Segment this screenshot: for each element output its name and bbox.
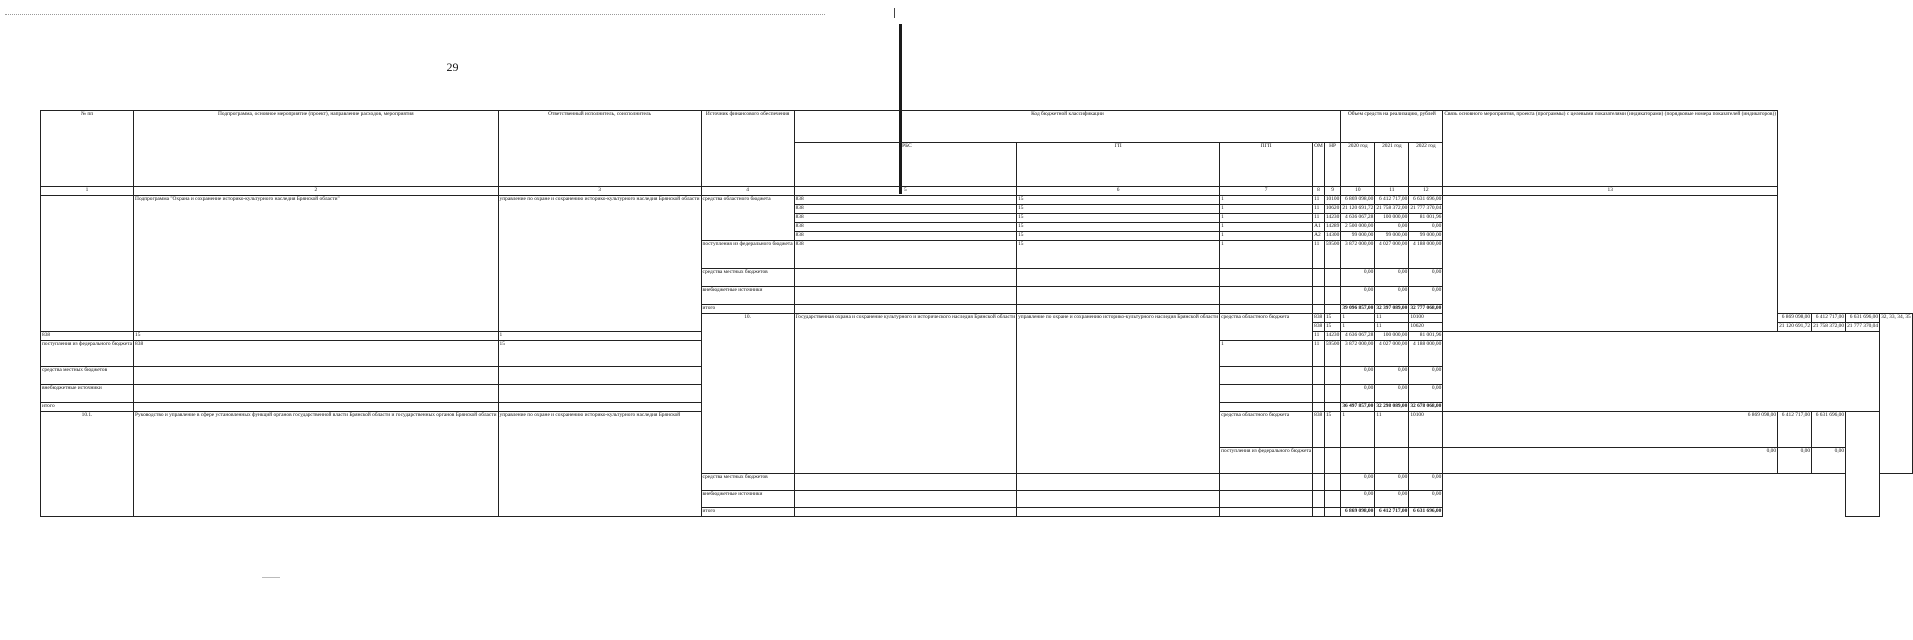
empty-cell xyxy=(794,269,1017,287)
grbs-cell: 838 xyxy=(794,223,1017,232)
amount-2021: 100 000,00 xyxy=(1375,332,1409,341)
pgp-cell: 1 xyxy=(1220,205,1313,214)
total-2020: 36 497 857,00 xyxy=(1341,403,1375,412)
amount-2022: 0,00 xyxy=(1409,223,1443,232)
gp-cell: 15 xyxy=(1017,241,1220,269)
amount-2021: 0,00 xyxy=(1778,448,1812,474)
header-volume-group: Объем средств на реализацию, рублей xyxy=(1341,111,1443,143)
scan-noise-line xyxy=(5,14,825,15)
om-cell: 11 xyxy=(1375,314,1409,323)
nr-cell: 10620 xyxy=(1409,323,1443,332)
amount-2022: 21 777 370,04 xyxy=(1409,205,1443,214)
amount-2021: 0,00 xyxy=(1375,385,1409,403)
row-number: 10.1. xyxy=(41,412,134,517)
amount-2022: 6 631 696,00 xyxy=(1409,196,1443,205)
amount-2021: 6 412 717,00 xyxy=(1778,412,1812,448)
gp-cell: 15 xyxy=(1324,323,1340,332)
total-2022: 32 678 068,00 xyxy=(1409,403,1443,412)
gp-cell: 15 xyxy=(1017,214,1220,223)
amount-2021: 0,00 xyxy=(1375,287,1409,305)
indicator-link-cell xyxy=(1846,412,1880,517)
amount-2020: 0,00 xyxy=(1341,287,1375,305)
colnum: 6 xyxy=(1017,187,1220,196)
grbs-cell: 838 xyxy=(794,205,1017,214)
empty-cell xyxy=(1324,448,1340,474)
amount-2020: 0,00 xyxy=(1341,491,1375,508)
empty-cell xyxy=(1324,508,1340,517)
amount-2020: 21 120 691,72 xyxy=(1778,323,1812,332)
empty-cell xyxy=(1313,403,1325,412)
indicator-link: 32, 33, 34, 35 xyxy=(1880,314,1913,474)
amount-2022: 0,00 xyxy=(1409,367,1443,385)
header-2022: 2022 год xyxy=(1409,143,1443,187)
budget-table xyxy=(40,110,1913,517)
amount-2021: 6 412 717,00 xyxy=(1812,314,1846,323)
nr-cell: 10100 xyxy=(1409,412,1443,448)
scan-footer-mark xyxy=(262,577,280,578)
source-regional-budget: средства областного бюджета xyxy=(1220,314,1313,341)
amount-2022: 0,00 xyxy=(1409,269,1443,287)
om-cell: 11 xyxy=(1375,323,1409,332)
gp-cell: 15 xyxy=(1324,314,1340,323)
source-local-budgets: средства местных бюджетов xyxy=(41,367,134,385)
empty-cell xyxy=(1313,305,1325,314)
amount-2020: 0,00 xyxy=(1341,385,1375,403)
grbs-cell: 838 xyxy=(794,241,1017,269)
nr-cell: 59500 xyxy=(1324,341,1340,367)
header-pgp: ПГП xyxy=(1220,143,1313,187)
amount-2021: 21 758 372,00 xyxy=(1812,323,1846,332)
table-row xyxy=(41,196,1913,205)
om-cell: 11 xyxy=(1313,196,1325,205)
header-source: Источник финансового обеспечения xyxy=(701,111,794,187)
empty-cell xyxy=(1324,305,1340,314)
responsible-executor: управление по охране и сохранению историко-культурного наследия Брянской xyxy=(498,412,701,517)
total-2022: 32 777 068,00 xyxy=(1409,305,1443,314)
om-cell: 11 xyxy=(1375,412,1409,448)
header-om: ОМ xyxy=(1313,143,1325,187)
empty-cell xyxy=(1324,385,1340,403)
program-name: Государственная охрана и сохранение культурного и исторического наследия Брянской области xyxy=(794,314,1017,474)
responsible-executor: управление по охране и сохранению историко-культурного наследия Брянской области xyxy=(1017,314,1220,474)
pgp-cell: 1 xyxy=(1220,214,1313,223)
empty-cell xyxy=(1375,448,1409,474)
amount-2021: 0,00 xyxy=(1375,367,1409,385)
header-num: № пп xyxy=(41,111,134,187)
empty-cell xyxy=(1313,474,1325,491)
empty-cell xyxy=(498,367,701,385)
grbs-cell: 838 xyxy=(1313,314,1325,323)
amount-2021: 0,00 xyxy=(1375,474,1409,491)
colnum: 12 xyxy=(1409,187,1443,196)
gp-cell: 15 xyxy=(1017,196,1220,205)
source-extrabudgetary: внебюджетные источники xyxy=(701,287,794,305)
colnum: 3 xyxy=(498,187,701,196)
gp-cell: 15 xyxy=(1017,205,1220,214)
empty-cell xyxy=(1324,403,1340,412)
source-extrabudgetary: внебюджетные источники xyxy=(41,385,134,403)
pgp-cell: 1 xyxy=(1341,412,1375,448)
empty-cell xyxy=(134,367,499,385)
empty-cell xyxy=(1220,287,1313,305)
empty-cell xyxy=(134,385,499,403)
grbs-cell: 838 xyxy=(1313,323,1325,332)
om-cell: A1 xyxy=(1313,223,1325,232)
empty-cell xyxy=(1220,508,1313,517)
colnum: 1 xyxy=(41,187,134,196)
empty-cell xyxy=(1220,385,1313,403)
amount-2022: 0,00 xyxy=(1409,287,1443,305)
header-gp: ГП xyxy=(1017,143,1220,187)
amount-2020: 0,00 xyxy=(1443,448,1778,474)
pgp-cell: 1 xyxy=(1220,241,1313,269)
empty-cell xyxy=(1324,287,1340,305)
total-2021: 32 397 089,00 xyxy=(1375,305,1409,314)
header-2020: 2020 год xyxy=(1341,143,1375,187)
empty-cell xyxy=(498,385,701,403)
amount-2020: 21 120 691,72 xyxy=(1341,205,1375,214)
responsible-executor: управление по охране и сохранению историко-культурного наследия Брянской области xyxy=(498,196,701,332)
empty-cell xyxy=(1313,269,1325,287)
colnum: 5 xyxy=(794,187,1017,196)
pgp-cell: 1 xyxy=(1220,232,1313,241)
amount-2020: 99 000,00 xyxy=(1341,232,1375,241)
empty-cell xyxy=(1324,269,1340,287)
grbs-cell: 838 xyxy=(1313,412,1325,448)
amount-2020: 3 872 000,00 xyxy=(1341,341,1375,367)
total-2021: 32 298 089,00 xyxy=(1375,403,1409,412)
page-number: 29 xyxy=(446,60,459,74)
amount-2022: 4 188 000,00 xyxy=(1409,241,1443,269)
colnum: 9 xyxy=(1324,187,1340,196)
grbs-cell: 838 xyxy=(794,214,1017,223)
empty-cell xyxy=(1409,448,1443,474)
colnum: 13 xyxy=(1443,187,1778,196)
total-2020: 39 096 857,00 xyxy=(1341,305,1375,314)
row-number: 10. xyxy=(701,314,794,474)
nr-cell: 59500 xyxy=(1324,241,1340,269)
gp-cell: 15 xyxy=(134,332,499,341)
colnum: 4 xyxy=(701,187,794,196)
pgp-cell: 1 xyxy=(1341,323,1375,332)
empty-cell xyxy=(1017,269,1220,287)
empty-cell xyxy=(794,508,1017,517)
empty-cell xyxy=(794,474,1017,491)
amount-2020: 3 872 000,00 xyxy=(1341,241,1375,269)
grbs-cell: 838 xyxy=(41,332,134,341)
amount-2022: 0,00 xyxy=(1812,448,1846,474)
source-regional-budget: средства областного бюджета xyxy=(701,196,794,241)
amount-2021: 4 027 000,00 xyxy=(1375,241,1409,269)
colnum: 7 xyxy=(1220,187,1313,196)
total-2020: 6 869 098,00 xyxy=(1341,508,1375,517)
header-responsible: Ответственный исполнитель, соисполнитель xyxy=(498,111,701,187)
amount-2022: 0,00 xyxy=(1409,385,1443,403)
amount-2022: 81 001,96 xyxy=(1409,332,1443,341)
grbs-cell: 838 xyxy=(794,196,1017,205)
gp-cell: 15 xyxy=(1017,232,1220,241)
empty-cell xyxy=(134,403,499,412)
om-cell: 11 xyxy=(1313,241,1325,269)
empty-cell xyxy=(1324,491,1340,508)
amount-2022: 99 000,00 xyxy=(1409,232,1443,241)
nr-cell: 10100 xyxy=(1324,196,1340,205)
empty-cell xyxy=(1220,367,1313,385)
nr-cell: 10620 xyxy=(1324,205,1340,214)
pgp-cell: 1 xyxy=(1220,223,1313,232)
total-2021: 6 412 717,00 xyxy=(1375,508,1409,517)
amount-2021: 21 758 372,00 xyxy=(1375,205,1409,214)
empty-cell xyxy=(1313,385,1325,403)
empty-cell xyxy=(1017,287,1220,305)
amount-2022: 21 777 370,04 xyxy=(1846,323,1880,332)
empty-cell xyxy=(1324,474,1340,491)
scan-edge-mark xyxy=(894,8,895,18)
amount-2022: 6 631 696,00 xyxy=(1846,314,1880,323)
colnum: 11 xyxy=(1375,187,1409,196)
program-name: Подпрограмма "Охрана и сохранение историко-культурного наследия Брянской области" xyxy=(134,196,499,332)
amount-2021: 0,00 xyxy=(1375,269,1409,287)
nr-cell: 14230 xyxy=(1324,214,1340,223)
empty-cell xyxy=(1313,448,1325,474)
pgp-cell: 1 xyxy=(498,332,701,341)
colnum: 8 xyxy=(1313,187,1325,196)
om-cell: 11 xyxy=(1313,205,1325,214)
empty-cell xyxy=(1313,367,1325,385)
empty-cell xyxy=(1220,491,1313,508)
om-cell: 11 xyxy=(1313,332,1325,341)
gp-cell: 15 xyxy=(1017,223,1220,232)
amount-2020: 6 869 098,00 xyxy=(1341,196,1375,205)
source-extrabudgetary: внебюджетные источники xyxy=(701,491,794,508)
gp-cell: 15 xyxy=(1324,412,1340,448)
empty-cell xyxy=(1017,491,1220,508)
empty-cell xyxy=(1324,367,1340,385)
empty-cell xyxy=(1220,269,1313,287)
empty-cell xyxy=(1220,474,1313,491)
total-2022: 6 631 696,00 xyxy=(1409,508,1443,517)
nr-cell: 14230 xyxy=(1324,332,1340,341)
empty-cell xyxy=(1341,448,1375,474)
colnum: 2 xyxy=(134,187,499,196)
amount-2021: 4 027 000,00 xyxy=(1375,341,1409,367)
amount-2020: 2 500 000,00 xyxy=(1341,223,1375,232)
amount-2022: 6 631 696,00 xyxy=(1812,412,1846,448)
colnum: 10 xyxy=(1341,187,1375,196)
empty-cell xyxy=(794,287,1017,305)
amount-2020: 0,00 xyxy=(1341,269,1375,287)
header-2021: 2021 год xyxy=(1375,143,1409,187)
amount-2022: 81 001,96 xyxy=(1409,214,1443,223)
nr-cell: 14300 xyxy=(1324,232,1340,241)
amount-2020: 6 869 098,00 xyxy=(1443,412,1778,448)
empty-cell xyxy=(1017,474,1220,491)
grbs-cell: 838 xyxy=(794,232,1017,241)
amount-2021: 0,00 xyxy=(1375,223,1409,232)
om-cell: 11 xyxy=(1313,341,1325,367)
header-link: Связь основного мероприятия, проекта (программы) с целевыми показателями (индикаторами) (порядковые номера показателей (индикаторов)) xyxy=(1443,111,1778,187)
source-local-budgets: средства местных бюджетов xyxy=(701,269,794,287)
amount-2020: 0,00 xyxy=(1341,474,1375,491)
total-label: итого xyxy=(701,305,794,314)
program-name: Руководство и управление в сфере установленных функций органов государственной власти Брянской области и государственных органов Брянской области xyxy=(134,412,499,517)
amount-2020: 0,00 xyxy=(1341,367,1375,385)
gp-cell: 15 xyxy=(498,341,701,367)
source-federal-budget: поступления из федерального бюджета xyxy=(1220,448,1313,474)
pgp-cell: 1 xyxy=(1341,314,1375,323)
source-federal-budget: поступления из федерального бюджета xyxy=(41,341,134,367)
amount-2020: 4 636 067,28 xyxy=(1341,332,1375,341)
amount-2021: 99 000,00 xyxy=(1375,232,1409,241)
om-cell: 11 xyxy=(1313,214,1325,223)
empty-cell xyxy=(1220,305,1313,314)
source-federal-budget: поступления из федерального бюджета xyxy=(701,241,794,269)
header-grbs: ГРБС xyxy=(794,143,1017,187)
header-program: Подпрограмма, основное мероприятие (проект), направление расходов, мероприятия xyxy=(134,111,499,187)
amount-2022: 4 188 000,00 xyxy=(1409,341,1443,367)
source-local-budgets: средства местных бюджетов xyxy=(701,474,794,491)
pgp-cell: 1 xyxy=(1220,341,1313,367)
pgp-cell: 1 xyxy=(1220,196,1313,205)
indicator-link-cell xyxy=(1443,196,1778,332)
row-number-cell xyxy=(41,196,134,332)
empty-cell xyxy=(1017,508,1220,517)
empty-cell xyxy=(1017,305,1220,314)
source-regional-budget: средства областного бюджета xyxy=(1220,412,1313,448)
amount-2021: 0,00 xyxy=(1375,491,1409,508)
empty-cell xyxy=(794,305,1017,314)
amount-2022: 0,00 xyxy=(1409,474,1443,491)
empty-cell xyxy=(1220,403,1313,412)
total-label: итого xyxy=(41,403,134,412)
amount-2020: 6 869 098,00 xyxy=(1778,314,1812,323)
column-numbers-row xyxy=(41,187,1913,196)
nr-cell: 10100 xyxy=(1409,314,1443,323)
empty-cell xyxy=(1313,508,1325,517)
amount-2022: 0,00 xyxy=(1409,491,1443,508)
amount-2021: 100 000,00 xyxy=(1375,214,1409,223)
grbs-cell: 838 xyxy=(134,341,499,367)
header-row xyxy=(41,111,1913,143)
total-label: итого xyxy=(701,508,794,517)
header-code-group: Код бюджетной классификации xyxy=(794,111,1341,143)
nr-cell: 14289 xyxy=(1324,223,1340,232)
om-cell: A2 xyxy=(1313,232,1325,241)
empty-cell xyxy=(794,491,1017,508)
empty-cell xyxy=(1313,287,1325,305)
empty-cell xyxy=(498,403,701,412)
amount-2020: 4 636 067,28 xyxy=(1341,214,1375,223)
amount-2021: 6 412 717,00 xyxy=(1375,196,1409,205)
header-nr: НР xyxy=(1324,143,1340,187)
empty-cell xyxy=(1313,491,1325,508)
